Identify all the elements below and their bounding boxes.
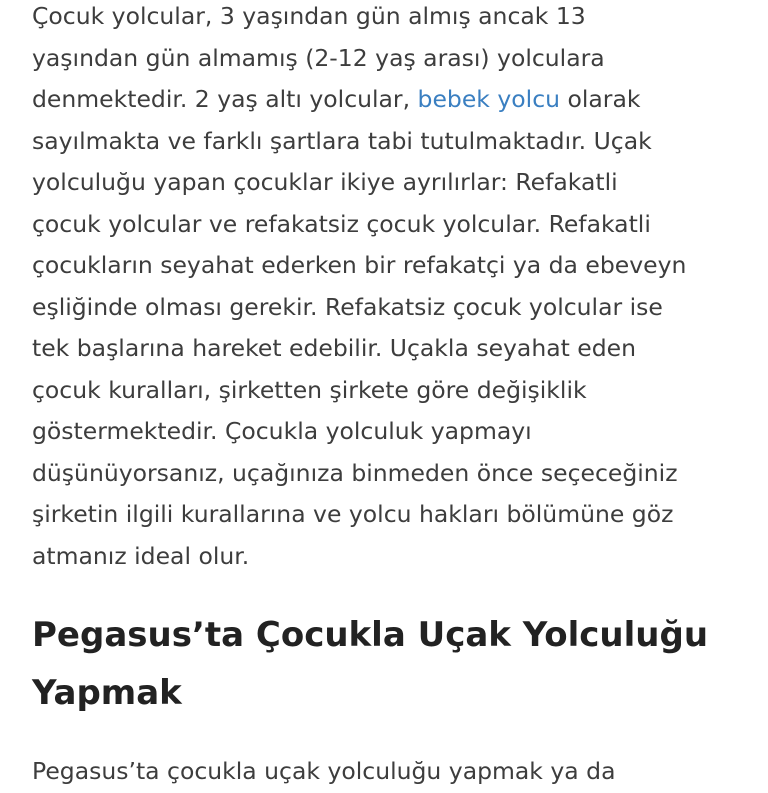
article-body [32, 0, 744, 785]
paragraph-line: eşliğinde olması gerekir. Refakatsiz çocuk yolcular ise [32, 292, 663, 321]
paragraph-line: çocukların seyahat ederken bir refakatçi ya da ebeveyn [32, 251, 687, 279]
paragraph-line: Çocuk yolcular, 3 yaşından gün almış ancak 13 [32, 2, 586, 30]
paragraph-line: atmanız ideal olur. [32, 541, 250, 570]
paragraph-line: sayılmakta ve farklı şartlara tabi tutulmaktadır. Uçak [32, 126, 652, 155]
paragraph-line: yaşından gün almamış (2-12 yaş arası) yolculara [32, 43, 605, 72]
heading-line: Pegasus’ta Çocukla Uçak Yolculuğu [32, 615, 709, 655]
paragraph-line: çocuk yolcular ve refakatsiz çocuk yolcular. Refakatli [32, 209, 651, 238]
article-paragraph [32, 0, 744, 577]
section-heading [32, 606, 708, 722]
paragraph-text: denmektedir. 2 yaş altı yolcular, [32, 85, 418, 113]
paragraph-text: olarak [560, 85, 641, 113]
paragraph-line [32, 79, 744, 121]
bebek-yolcu-link[interactable]: bebek yolcu [417, 85, 561, 113]
paragraph-line: çocuk kuralları, şirketten şirkete göre değişiklik [32, 375, 587, 404]
next-paragraph: Pegasus’ta çocukla uçak yolculuğu yapmak ya da [32, 757, 616, 785]
paragraph-line: yolculuğu yapan çocuklar ikiye ayrılırlar: Refakatli [32, 168, 618, 196]
paragraph-line: göstermektedir. Çocukla yolculuk yapmayı [32, 417, 532, 445]
paragraph-line: tek başlarına hareket edebilir. Uçakla seyahat eden [32, 334, 637, 362]
paragraph-line: düşünüyorsanız, uçağınıza binmeden önce seçeceğiniz [32, 458, 678, 487]
paragraph-line: şirketin ilgili kurallarına ve yolcu hakları bölümüne göz [32, 500, 674, 528]
heading-line: Yapmak [32, 673, 182, 713]
